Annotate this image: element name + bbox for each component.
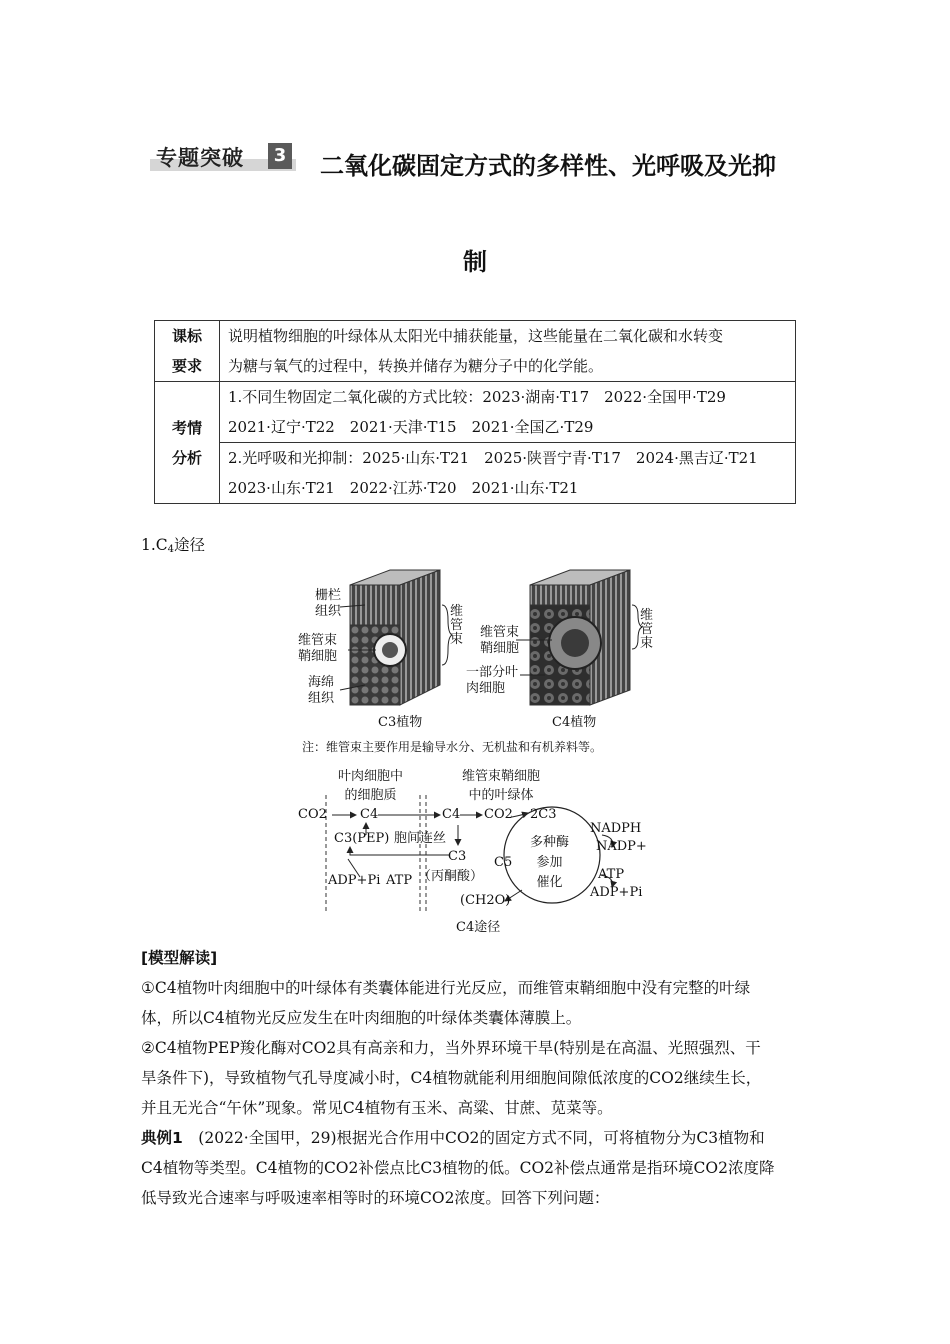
label-nadph: NADPH <box>590 821 642 836</box>
col-title-bundle-sheath: 维管束鞘细胞 中的叶绿体 <box>462 769 541 803</box>
model-p1-line2: 体，所以C4植物光反应发生在叶肉细胞的叶绿体类囊体薄膜上。 <box>141 1009 582 1027</box>
label-2c3: 2C3 <box>530 807 557 822</box>
section-badge <box>150 143 296 171</box>
label-vascular-bundle-c3: 维 管 束 <box>450 604 464 647</box>
body-line: 为糖与氧气的过程中，转换并储存为糖分子中的化学能。 <box>228 357 604 375</box>
model-p2-line1: ②C4植物PEP羧化酶对CO2具有高亲和力，当外界环境干旱(特别是在高温、光照强烈、干 <box>141 1039 761 1057</box>
page-title-line2: 制 <box>463 248 487 276</box>
caption-c4: C4植物 <box>552 715 597 730</box>
example-line1 <box>141 1123 813 1153</box>
table-row <box>155 443 796 504</box>
row-header-curriculum <box>155 321 220 382</box>
c4-leaf-illustration <box>530 570 630 705</box>
figure-note: 注：维管束主要作用是输导水分、无机盐和有机养料等。 <box>302 740 603 754</box>
label-nadp: NADP+ <box>596 839 647 854</box>
label-c3-mid: C3 <box>448 849 467 864</box>
label-bundle-sheath-c4: 维管束 鞘细胞 <box>480 625 520 656</box>
body-line: 2.光呼吸和光抑制：2025·山东·T21 2025·陕晋宁青·T17 2024·黑吉辽·T21 <box>228 449 758 467</box>
label-adp-pi-left: ADP+Pi <box>328 873 381 888</box>
label-bundle-sheath-c3: 维管束 鞘细胞 <box>298 633 338 664</box>
body-line: 1.不同生物固定二氧化碳的方式比较：2023·湖南·T17 2022·全国甲·T29 <box>228 388 726 406</box>
row-header-analysis <box>155 382 220 504</box>
col-title-mesophyll: 叶肉细胞中 的细胞质 <box>338 769 404 803</box>
caption-c4-pathway: C4途径 <box>456 920 501 935</box>
header-text: 考情 <box>171 418 202 437</box>
model-p2-line2: 旱条件下)，导致植物气孔导度减小时，C4植物就能利用细胞间隙低浓度的CO2继续生长， <box>141 1069 762 1087</box>
arrow <box>350 847 450 855</box>
c3-leaf-illustration <box>350 570 440 705</box>
model-p1-line1: ①C4植物叶肉细胞中的叶绿体有类囊体能进行光反应，而维管束鞘细胞中没有完整的叶绿 <box>141 979 751 997</box>
section-suffix: 途径 <box>174 536 206 554</box>
label-spongy: 海绵 组织 <box>308 675 335 706</box>
label-vascular-bundle-c4: 维 管 束 <box>640 608 654 651</box>
row-body-curriculum <box>220 321 796 382</box>
curriculum-table <box>154 320 796 504</box>
body-line: 说明植物细胞的叶绿体从太阳光中捕获能量，这些能量在二氧化碳和水转变 <box>228 327 724 345</box>
example-line2: C4植物等类型。C4植物的CO2补偿点比C3植物的低。CO2补偿点通常是指环境CO2浓度降 <box>141 1159 775 1177</box>
label-plasmodesmata: 胞间连丝 <box>394 831 447 846</box>
body-line: 2023·山东·T21 2022·江苏·T20 2021·山东·T21 <box>228 479 579 497</box>
page-title-line1: 二氧化碳固定方式的多样性、光呼吸及光抑 <box>320 152 776 180</box>
row-body-analysis-1 <box>220 382 796 443</box>
label-c5: C5 <box>494 855 513 870</box>
example-line3: 低导致光合速率与呼吸速率相等时的环境CO2浓度。回答下列问题： <box>141 1189 610 1207</box>
label-ch2o: (CH2O) <box>460 893 511 908</box>
body-line: 2021·辽宁·T22 2021·天津·T15 2021·全国乙·T29 <box>228 418 594 436</box>
model-heading: [模型解读] <box>141 949 218 967</box>
section-prefix: 1.C <box>141 536 168 554</box>
label-c4-mid: C4 <box>442 807 461 822</box>
header-text: 分析 <box>171 448 202 467</box>
label-mesophyll-c4: 一部分叶 肉细胞 <box>466 665 519 696</box>
label-pyruvate: （丙酮酸） <box>418 869 484 884</box>
badge-text: 专题突破 <box>156 146 244 170</box>
section-sub: 4 <box>167 544 175 555</box>
table-row <box>155 382 796 443</box>
table-row <box>155 321 796 382</box>
caption-c3: C3植物 <box>378 715 423 730</box>
header-text: 课标 <box>171 327 202 345</box>
row-body-analysis-2 <box>220 443 796 504</box>
label-co2-mid: CO2 <box>484 807 513 822</box>
badge-number: 3 <box>268 143 292 169</box>
model-section <box>141 943 813 1213</box>
label-atp-left: ATP <box>386 873 413 888</box>
label-c4-left: C4 <box>360 807 379 822</box>
example-text: (2022·全国甲，29)根据光合作用中CO2的固定方式不同，可将植物分为C3植物和 <box>182 1129 765 1147</box>
model-p2-line3: 并且无光合“午休”现象。常见C4植物有玉米、高粱、甘蔗、苋菜等。 <box>141 1099 613 1117</box>
c4-pathway-figure <box>290 565 670 945</box>
example-label: 典例1 <box>141 1129 183 1147</box>
label-adp-pi-right: ADP+Pi <box>590 885 643 900</box>
header-text: 要求 <box>171 357 202 375</box>
label-enzymes: 多种酶 参加 催化 <box>530 835 570 890</box>
label-co2-left: CO2 <box>298 807 327 822</box>
section-heading <box>141 530 813 565</box>
label-atp-right: ATP <box>598 867 625 882</box>
label-c3-pep: C3(PEP) <box>334 831 390 846</box>
label-palisade: 栅栏 组织 <box>315 588 342 619</box>
